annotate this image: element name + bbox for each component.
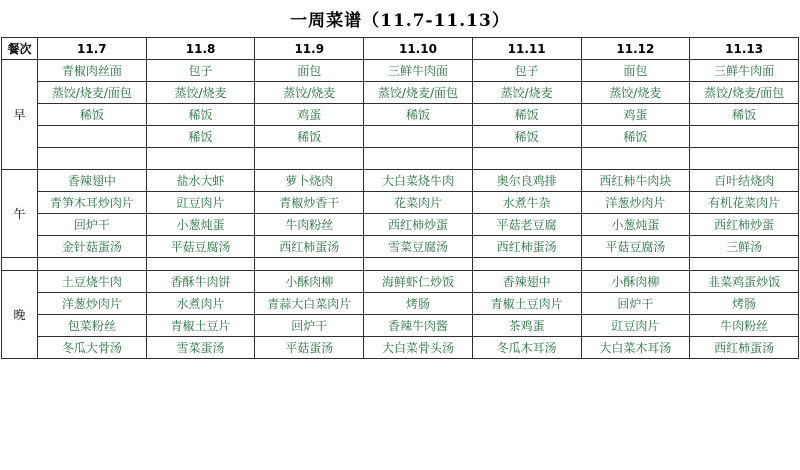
cell-dinner-r1-c5: 回炉干: [581, 293, 690, 315]
cell-breakfast-r0-c3: 三鲜牛肉面: [364, 60, 473, 82]
cell-breakfast-r2-c0: 稀饭: [38, 104, 147, 126]
cell-dinner-r2-c1: 青椒土豆片: [146, 315, 255, 337]
cell-lunch-r0-c3: 大白菜烧牛肉: [364, 170, 473, 192]
table-row: [2, 104, 799, 126]
table-row: [2, 214, 799, 236]
header-date-3: 11.10: [364, 38, 473, 60]
cell-lunch-r3-c4: 西红柿蛋汤: [472, 236, 581, 258]
cell-breakfast-r1-c2: 蒸饺/烧麦: [255, 82, 364, 104]
cell-lunch-r0-c4: 奥尔良鸡排: [472, 170, 581, 192]
cell-dinner-r0-c1: 香酥牛肉饼: [146, 271, 255, 293]
cell-dinner-r3-c2: 平菇蛋汤: [255, 337, 364, 359]
cell-lunch-r3-c1: 平菇豆腐汤: [146, 236, 255, 258]
cell-dinner-r0-c3: 海鲜虾仁炒饭: [364, 271, 473, 293]
cell-dinner-r0-c2: 小酥肉柳: [255, 271, 364, 293]
cell-dinner-r3-c0: 冬瓜大骨汤: [38, 337, 147, 359]
table-row: [2, 315, 799, 337]
cell-breakfast-r2-c6: 稀饭: [690, 104, 799, 126]
header-date-2: 11.9: [255, 38, 364, 60]
spacer-cell: [364, 258, 473, 271]
spacer-label: [2, 258, 38, 271]
cell-dinner-r1-c2: 青蒜大白菜肉片: [255, 293, 364, 315]
cell-dinner-r1-c1: 水煮肉片: [146, 293, 255, 315]
cell-dinner-r2-c3: 香辣牛肉酱: [364, 315, 473, 337]
table-row: [2, 337, 799, 359]
cell-breakfast-r1-c5: 蒸饺/烧麦: [581, 82, 690, 104]
header-date-4: 11.11: [472, 38, 581, 60]
cell-dinner-r0-c0: 土豆烧牛肉: [38, 271, 147, 293]
section-spacer-row: [2, 258, 799, 271]
cell-dinner-r2-c4: 茶鸡蛋: [472, 315, 581, 337]
cell-lunch-r0-c1: 盐水大虾: [146, 170, 255, 192]
table-row: [2, 271, 799, 293]
cell-lunch-r0-c2: 萝卜烧肉: [255, 170, 364, 192]
cell-dinner-r3-c3: 大白菜骨头汤: [364, 337, 473, 359]
cell-lunch-r2-c3: 西红柿炒蛋: [364, 214, 473, 236]
cell-lunch-r3-c0: 金针菇蛋汤: [38, 236, 147, 258]
cell-breakfast-r1-c0: 蒸饺/烧麦/面包: [38, 82, 147, 104]
cell-dinner-r2-c2: 回炉干: [255, 315, 364, 337]
cell-dinner-r2-c5: 豇豆肉片: [581, 315, 690, 337]
meal-label-breakfast: 早: [2, 60, 38, 170]
cell-dinner-r1-c3: 烤肠: [364, 293, 473, 315]
cell-breakfast-r2-c5: 鸡蛋: [581, 104, 690, 126]
cell-lunch-r1-c4: 水煮牛杂: [472, 192, 581, 214]
cell-breakfast-r0-c1: 包子: [146, 60, 255, 82]
cell-breakfast-r3-c1: 稀饭: [146, 126, 255, 148]
header-date-6: 11.13: [690, 38, 799, 60]
cell-lunch-r1-c0: 青笋木耳炒肉片: [38, 192, 147, 214]
cell-dinner-r3-c4: 冬瓜木耳汤: [472, 337, 581, 359]
cell-breakfast-r4-c4: [472, 148, 581, 170]
cell-breakfast-r1-c3: 蒸饺/烧麦/面包: [364, 82, 473, 104]
cell-lunch-r0-c0: 香辣翅中: [38, 170, 147, 192]
table-row: [2, 293, 799, 315]
cell-lunch-r1-c6: 有机花菜肉片: [690, 192, 799, 214]
cell-lunch-r2-c0: 回炉干: [38, 214, 147, 236]
meal-label-dinner: 晚: [2, 271, 38, 359]
cell-lunch-r0-c5: 西红柿牛肉块: [581, 170, 690, 192]
table-row: [2, 236, 799, 258]
cell-breakfast-r4-c2: [255, 148, 364, 170]
spacer-cell: [472, 258, 581, 271]
weekly-menu-table: [1, 37, 799, 359]
cell-breakfast-r4-c1: [146, 148, 255, 170]
table-row: [2, 126, 799, 148]
cell-breakfast-r3-c2: 稀饭: [255, 126, 364, 148]
table-row: [2, 192, 799, 214]
cell-dinner-r3-c6: 西红柿蛋汤: [690, 337, 799, 359]
cell-lunch-r2-c4: 平菇老豆腐: [472, 214, 581, 236]
spacer-cell: [38, 258, 147, 271]
cell-breakfast-r4-c5: [581, 148, 690, 170]
header-date-1: 11.8: [146, 38, 255, 60]
spacer-cell: [146, 258, 255, 271]
cell-breakfast-r3-c4: 稀饭: [472, 126, 581, 148]
cell-breakfast-r4-c0: [38, 148, 147, 170]
meal-label-lunch: 午: [2, 170, 38, 258]
cell-breakfast-r0-c6: 三鲜牛肉面: [690, 60, 799, 82]
cell-lunch-r2-c6: 西红柿炒蛋: [690, 214, 799, 236]
cell-breakfast-r3-c5: 稀饭: [581, 126, 690, 148]
cell-lunch-r0-c6: 百叶结烧肉: [690, 170, 799, 192]
cell-breakfast-r4-c6: [690, 148, 799, 170]
cell-dinner-r0-c6: 韭菜鸡蛋炒饭: [690, 271, 799, 293]
cell-dinner-r3-c5: 大白菜木耳汤: [581, 337, 690, 359]
table-header-row: [2, 38, 799, 60]
cell-lunch-r3-c5: 平菇豆腐汤: [581, 236, 690, 258]
cell-lunch-r1-c5: 洋葱炒肉片: [581, 192, 690, 214]
cell-breakfast-r1-c6: 蒸饺/烧麦/面包: [690, 82, 799, 104]
cell-breakfast-r3-c6: [690, 126, 799, 148]
header-date-0: 11.7: [38, 38, 147, 60]
cell-breakfast-r0-c2: 面包: [255, 60, 364, 82]
cell-breakfast-r0-c5: 面包: [581, 60, 690, 82]
cell-lunch-r1-c1: 豇豆肉片: [146, 192, 255, 214]
cell-breakfast-r4-c3: [364, 148, 473, 170]
table-row: [2, 170, 799, 192]
cell-breakfast-r0-c0: 青椒肉丝面: [38, 60, 147, 82]
cell-breakfast-r2-c3: 稀饭: [364, 104, 473, 126]
cell-breakfast-r2-c4: 稀饭: [472, 104, 581, 126]
cell-dinner-r3-c1: 雪菜蛋汤: [146, 337, 255, 359]
cell-breakfast-r2-c2: 鸡蛋: [255, 104, 364, 126]
cell-breakfast-r3-c3: [364, 126, 473, 148]
cell-lunch-r1-c2: 青椒炒香干: [255, 192, 364, 214]
spacer-cell: [255, 258, 364, 271]
cell-lunch-r3-c3: 雪菜豆腐汤: [364, 236, 473, 258]
cell-lunch-r2-c1: 小葱炖蛋: [146, 214, 255, 236]
cell-breakfast-r2-c1: 稀饭: [146, 104, 255, 126]
table-row: [2, 82, 799, 104]
spacer-cell: [581, 258, 690, 271]
cell-dinner-r2-c0: 包菜粉丝: [38, 315, 147, 337]
cell-dinner-r1-c0: 洋葱炒肉片: [38, 293, 147, 315]
cell-dinner-r0-c4: 香辣翅中: [472, 271, 581, 293]
spacer-cell: [690, 258, 799, 271]
cell-lunch-r3-c6: 三鲜汤: [690, 236, 799, 258]
cell-breakfast-r1-c1: 蒸饺/烧麦: [146, 82, 255, 104]
cell-dinner-r2-c6: 牛肉粉丝: [690, 315, 799, 337]
page-title: 一周菜谱（11.7-11.13）: [290, 11, 510, 31]
cell-breakfast-r3-c0: [38, 126, 147, 148]
cell-lunch-r2-c5: 小葱炖蛋: [581, 214, 690, 236]
cell-breakfast-r0-c4: 包子: [472, 60, 581, 82]
cell-dinner-r1-c4: 青椒土豆肉片: [472, 293, 581, 315]
header-meal-type: 餐次: [2, 38, 38, 60]
header-date-5: 11.12: [581, 38, 690, 60]
cell-lunch-r2-c2: 牛肉粉丝: [255, 214, 364, 236]
cell-dinner-r0-c5: 小酥肉柳: [581, 271, 690, 293]
cell-breakfast-r1-c4: 蒸饺/烧麦: [472, 82, 581, 104]
table-row-spacer: [2, 148, 799, 170]
cell-lunch-r1-c3: 花菜肉片: [364, 192, 473, 214]
table-row: [2, 60, 799, 82]
cell-dinner-r1-c6: 烤肠: [690, 293, 799, 315]
cell-lunch-r3-c2: 西红柿蛋汤: [255, 236, 364, 258]
